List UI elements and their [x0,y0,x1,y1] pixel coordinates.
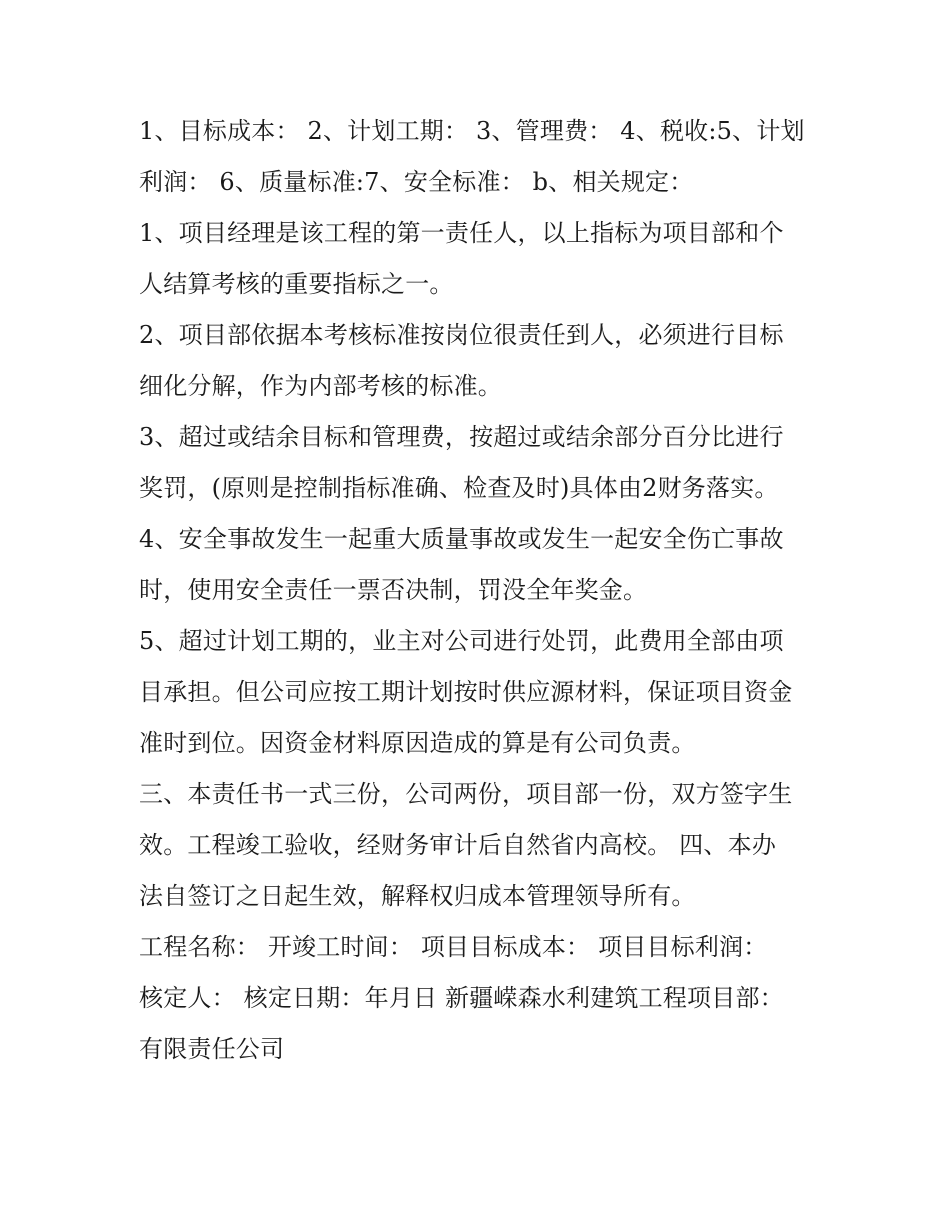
text-line-targets-cont: 利润： 6、质量标准:7、安全标准： b、相关规定： [139,168,694,196]
text-line-section-3: 三、本责任书一式三份，公司两份，项目部一份，双方签字生 [139,780,793,808]
text-line-rule-2-cont: 细化分解，作为内部考核的标准。 [139,372,502,400]
text-line-section-3-cont: 效。工程竣工验收，经财务审计后自然省内高校。 四、本办 [139,831,777,859]
text-line-rule-5-end: 准时到位。因资金材料原因造成的算是有公司负责。 [139,729,696,757]
text-line-rule-5-cont: 目承担。但公司应按工期计划按时供应源材料，保证项目资金 [139,678,793,706]
text-line-section-4: 法自签订之日起生效，解释权归成本管理领导所有。 [139,882,696,910]
text-line-approval-fields: 核定人： 核定日期：年月日 新疆嵘森水利建筑工程项目部： [139,984,784,1012]
text-line-company: 有限责任公司 [139,1035,285,1063]
text-line-project-fields: 工程名称： 开竣工时间： 项目目标成本： 项目目标利润： [139,933,768,961]
text-line-rule-2: 2、项目部依据本考核标准按岗位很责任到人，必须进行目标 [139,321,784,349]
text-line-targets: 1、目标成本： 2、计划工期： 3、管理费： 4、税收:5、计划 [139,117,805,145]
text-line-rule-5: 5、超过计划工期的，业主对公司进行处罚，此费用全部由项 [139,627,784,655]
document-body [139,106,819,1075]
text-line-rule-3-cont: 奖罚，(原则是控制指标准确、检查及时)具体由2财务落实。 [139,474,779,502]
text-line-rule-3: 3、超过或结余目标和管理费，按超过或结余部分百分比进行 [139,423,784,451]
text-line-rule-4: 4、安全事故发生一起重大质量事故或发生一起安全伤亡事故 [139,525,784,553]
text-line-rule-1-cont: 人结算考核的重要指标之一。 [139,270,454,298]
text-line-rule-4-cont: 时，使用安全责任一票否决制，罚没全年奖金。 [139,576,648,604]
text-line-rule-1: 1、项目经理是该工程的第一责任人，以上指标为项目部和个 [139,219,784,247]
